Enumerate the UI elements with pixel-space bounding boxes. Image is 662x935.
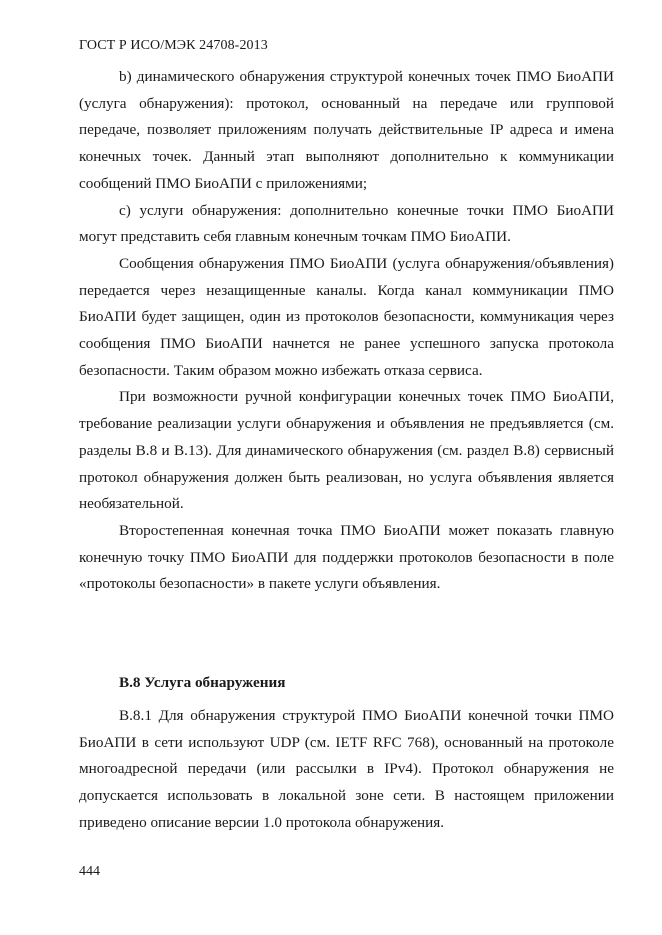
section-body bbox=[79, 703, 614, 837]
page-number: 444 bbox=[79, 864, 100, 879]
paragraph-discovery-services: c) услуги обнаружения: дополнительно конечные точки ПМО БиоАПИ могут представить себя главным конечным точкам ПМО БиоАПИ. bbox=[79, 201, 614, 246]
section-heading: В.8 Услуга обнаружения bbox=[119, 674, 286, 691]
page-header: ГОСТ Р ИСО/МЭК 24708-2013 bbox=[79, 38, 268, 53]
body-text bbox=[79, 64, 614, 598]
paragraph-section-b81: В.8.1 Для обнаружения структурой ПМО БиоАПИ конечной точки ПМО БиоАПИ в сети используют UDP (см. IETF RFC 768), основанный на протоколе многоадресной передачи (или рассылки в IPv4). Протокол обнаружения не допускается использовать в локальной зоне сети. В настоящем приложении приведено описание версии 1.0 протокола обнаружения. bbox=[79, 707, 614, 831]
paragraph-discovery-messages: Сообщения обнаружения ПМО БиоАПИ (услуга обнаружения/объявления) передается через незащищенные каналы. Когда канал коммуникации ПМО БиоАПИ будет защищен, один из протоколов безопасности, коммуникация через сообщения ПМО БиоАПИ начнется не ранее успешного запуска протокола безопасности. Таким образом можно избежать отказа сервиса. bbox=[79, 254, 614, 379]
paragraph-secondary-endpoint: Второстепенная конечная точка ПМО БиоАПИ может показать главную конечную точку ПМО БиоАПИ для поддержки протоколов безопасности в поле «протоколы безопасности» в пакете услуги объявления. bbox=[79, 521, 614, 593]
paragraph-dynamic-discovery: b) динамического обнаружения структурой конечных точек ПМО БиоАПИ (услуга обнаружения): протокол, основанный на передаче или групповой передаче, позволяет приложениям получать действительные IP адреса и имена конечных точек. Данный этап выполняют дополнительно к коммуникации сообщений ПМО БиоАПИ с приложениями; bbox=[79, 68, 614, 192]
paragraph-manual-configuration: При возможности ручной конфигурации конечных точек ПМО БиоАПИ, требование реализации услуги обнаружения и объявления не предъявляется (см. разделы В.8 и В.13). Для динамического обнаружения (см. раздел В.8) сервисный протокол обнаружения должен быть реализован, но услуга объявления является необязательной. bbox=[79, 388, 614, 513]
